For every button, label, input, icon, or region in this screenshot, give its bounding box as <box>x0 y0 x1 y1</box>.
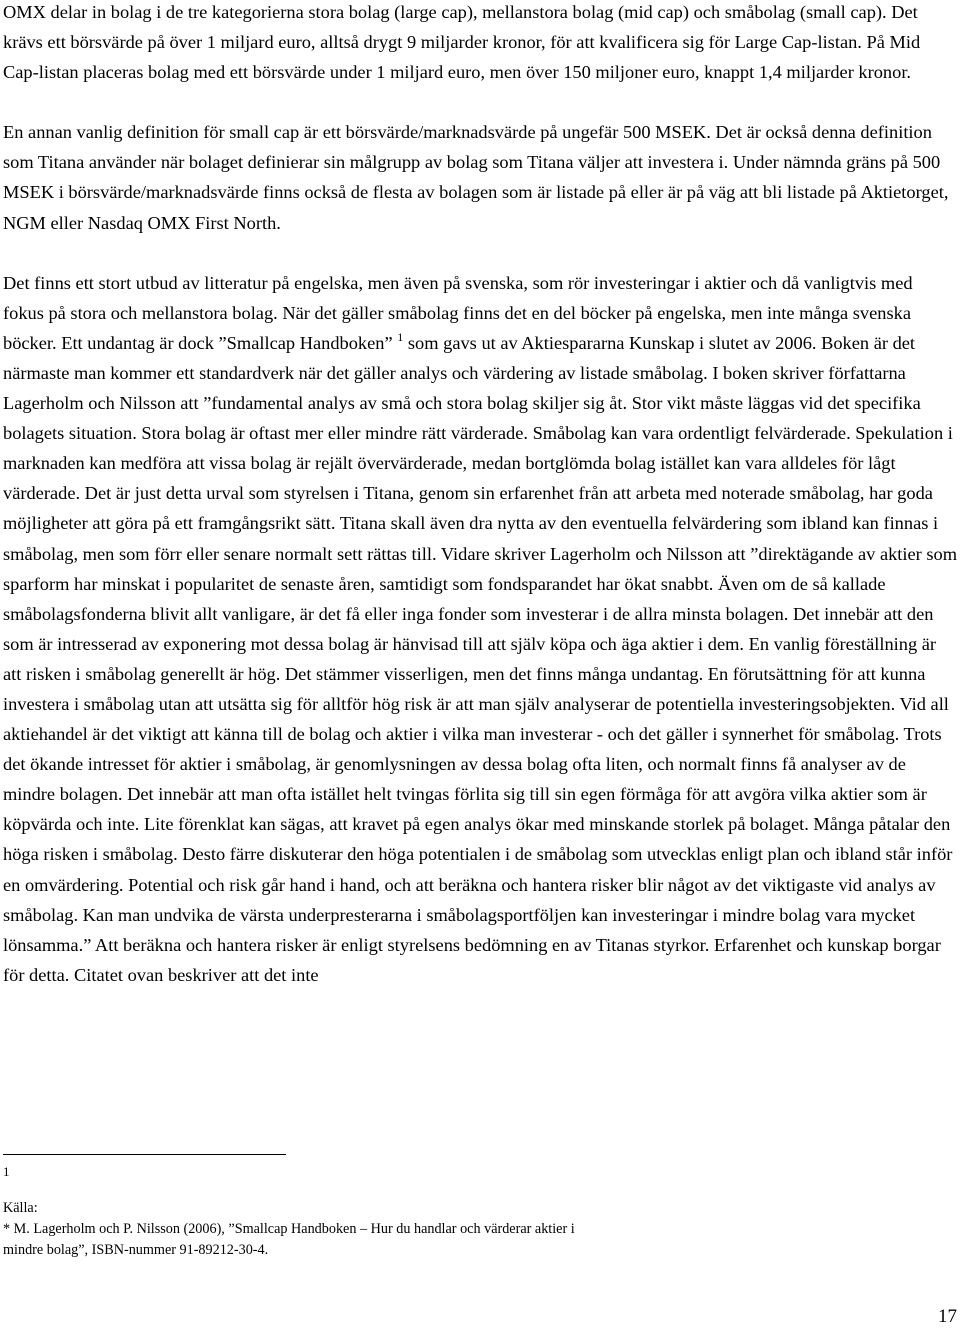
footnote-source <box>3 1198 723 1261</box>
footnote-reference[interactable]: 1 <box>397 329 404 344</box>
footnote-citation-line-1: * M. Lagerholm och P. Nilsson (2006), ”Smallcap Handboken – Hur du handlar och värderar aktier i <box>3 1221 575 1237</box>
footnote-separator <box>3 1154 286 1155</box>
paragraph-literature <box>3 268 958 990</box>
footnote-citation-line-2: mindre bolag”, ISBN-nummer 91-89212-30-4. <box>3 1242 269 1258</box>
footnote-label: Källa: <box>3 1200 38 1216</box>
paragraph-text-after-reference: som gavs ut av Aktiespararna Kunskap i slutet av 2006. Boken är det närmaste man kommer ett standardverk när det gäller analys och värdering av listade småbolag. I boken skriver författarna Lagerholm och Nilsson att ”fundamental analys av små och stora bolag skiljer sig åt. Stor vikt måste läggas vid det specifika bolagets situation. Stora bolag är oftast mer eller mindre rätt värderade. Småbolag kan vara ordentligt felvärderade. Spekulation i marknaden kan medföra att vissa bolag är rejält övervärderade, medan bortglömda bolag istället kan vara alldeles för lågt värderade. Det är just detta urval som styrelsen i Titana, genom sin erfarenhet från att arbeta med noterade småbolag, har goda möjligheter att göra på ett framgångsrikt sätt. Titana skall även dra nytta av den eventuella felvärdering som ibland kan finnas i småbolag, men som förr eller senare normalt sett rättas till. Vidare skriver Lagerholm och Nilsson att ”direktägande av aktier som sparform har minskat i popularitet de senaste åren, samtidigt som fondsparandet har ökat snabbt. Även om de så kallade småbolagsfonderna blivit allt vanligare, är det få eller inga fonder som investerar i de allra minsta bolagen. Det innebär att den som är intresserad av exponering mot dessa bolag är hänvisad till att själv köpa och äga aktier i dem. En vanlig föreställning är att risken i småbolag generellt är hög. Det stämmer visserligen, men det finns många undantag. En förutsättning för att kunna investera i småbolag utan att utsätta sig för alltför hög risk är att man själv analyserar de potentiella investeringsobjekten. Vid all aktiehandel är det viktigt att känna till de bolag och aktier i vilka man investerar - och det gäller i synnerhet för småbolag. Trots det ökande intresset för aktier i småbolag, är genomlysningen av dessa bolag ofta liten, och normalt finns få analyser av de mindre bolagen. Det innebär att man ofta istället helt tvingas förlita sig till sin egen förmåga för att avgöra vilka aktier som är köpvärda och inte. Lite förenklat kan sägas, att kravet på egen analys ökar med minskande storlek på bolaget. Många påtalar den höga risken i småbolag. Desto färre diskuterar den höga potentialen i de småbolag som utvecklas enligt plan och ibland står inför en omvärdering. Potential och risk går hand i hand, och att beräkna och hantera risker blir något av det viktigaste vid analys av småbolag. Kan man undvika de värsta underpresterarna i småbolagsportföljen kan investeringar i mindre bolag vara mycket lönsamma.” Att beräkna och hantera risker är enligt styrelsens bedömning en av Titanas styrkor. Erfarenhet och kunskap borgar för detta. Citatet ovan beskriver att det inte <box>3 332 958 985</box>
paragraph-market-cap-categories: OMX delar in bolag i de tre kategorierna stora bolag (large cap), mellanstora bolag (mid cap) och småbolag (small cap). Det krävs ett börsvärde på över 1 miljard euro, alltså drygt 9 miljarder kronor, för att kvalificera sig för Large Cap-listan. På Mid Cap-listan placeras bolag med ett börsvärde under 1 miljard euro, men över 150 miljoner euro, knappt 1,4 miljarder kronor. <box>3 2 921 83</box>
paragraph-small-cap-definition: En annan vanlig definition för small cap är ett börsvärde/marknadsvärde på ungefär 500 MSEK. Det är också denna definition som Titana använder när bolaget definierar sin målgrupp av bolag som Titana väljer att investera i. Under nämnda gräns på 500 MSEK i börsvärde/marknadsvärde finns också de flesta av bolagen som är listade på eller är på väg att bli listade på Aktietorget, NGM eller Nasdaq OMX First North. <box>3 122 949 233</box>
paragraph-text-before-reference: Det finns ett stort utbud av litteratur på engelska, men även på svenska, som rör investeringar i aktier och då vanligtvis med fokus på stora och mellanstora bolag. När det gäller småbolag finns det en del böcker på engelska, men inte många svenska böcker. Ett undantag är dock ”Smallcap Handboken” <box>3 272 913 353</box>
document-page <box>3 0 958 990</box>
page-number: 17 <box>938 1306 957 1327</box>
footnote-number: 1 <box>3 1164 10 1179</box>
